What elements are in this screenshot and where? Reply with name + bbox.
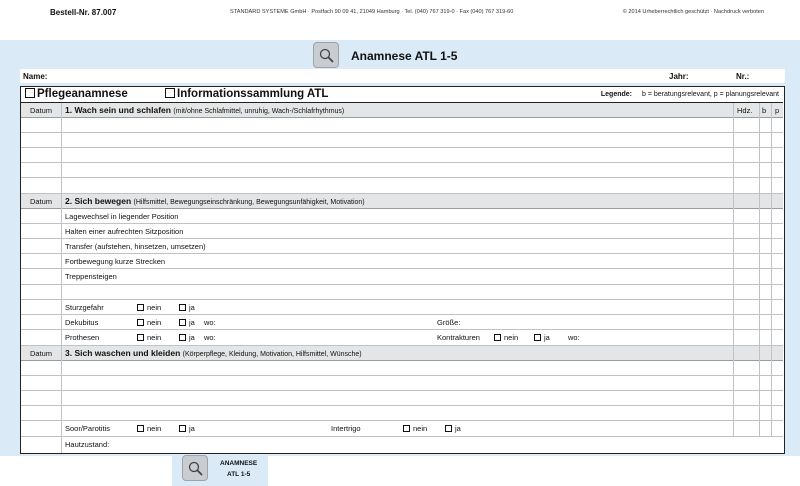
kontrakturen-ja[interactable]: ja: [534, 333, 550, 342]
section3-row[interactable]: [21, 376, 783, 391]
section1-row[interactable]: [21, 178, 783, 194]
dekubitus-ja[interactable]: ja: [179, 318, 195, 327]
soor-nein[interactable]: nein: [137, 424, 161, 433]
datum-header: Datum: [29, 106, 53, 115]
year-label: Jahr:: [669, 72, 689, 81]
legend: Legende: b = beratungsrelevant, p = planungsrelevant: [600, 91, 779, 98]
section2-row[interactable]: [21, 285, 783, 300]
name-label: Name:: [23, 72, 48, 81]
p-header: p: [775, 106, 780, 115]
hdz-divider: [733, 103, 734, 346]
pflegeanamnese-checkbox[interactable]: [25, 88, 35, 98]
p-divider: [771, 103, 772, 346]
section2-row[interactable]: Transfer (aufstehen, hinsetzen, umsetzen): [21, 239, 783, 254]
soor-ja[interactable]: ja: [179, 424, 195, 433]
intertrigo-nein[interactable]: nein: [403, 424, 427, 433]
prothesen-ja[interactable]: ja: [179, 333, 195, 342]
intertrigo-ja[interactable]: ja: [445, 424, 461, 433]
hdz-divider: [733, 346, 734, 437]
tab-label-line1: ANAMNESE: [220, 460, 258, 467]
hautzustand-row[interactable]: Hautzustand:: [65, 440, 110, 449]
soor-row: Soor/Parotitis nein ja Intertrigo nein ja: [21, 421, 783, 437]
section2-row[interactable]: Halten einer aufrechten Sitzposition: [21, 224, 783, 239]
datum-divider: [61, 103, 62, 453]
name-row: [20, 69, 785, 83]
pflegeanamnese-option[interactable]: Pflegeanamnese: [25, 88, 128, 100]
magnifier-icon: [313, 42, 339, 68]
section1-row[interactable]: [21, 148, 783, 163]
section3-row[interactable]: [21, 361, 783, 376]
kontrakturen-label: Kontrakturen: [437, 333, 480, 342]
b-header: b: [762, 106, 767, 115]
tab-label-line2: ATL 1-5: [227, 471, 251, 478]
sturzgefahr-row: Sturzgefahr nein ja: [21, 300, 783, 315]
section2-row[interactable]: Fortbewegung kurze Strecken: [21, 254, 783, 269]
section1-row[interactable]: [21, 118, 783, 133]
anamnese-form: [20, 86, 785, 454]
informationssammlung-option[interactable]: Informationssammlung ATL: [165, 88, 328, 100]
section2-title: 2. Sich bewegen (Hilfsmittel, Bewegungseinschränkung, Bewegungsunfähigkeit, Motivation): [65, 196, 365, 206]
section3-title: 3. Sich waschen und kleiden (Körperpflege, Kleidung, Motivation, Hilfsmittel, Wünsche): [65, 348, 362, 358]
dekubitus-row: Dekubitus nein ja wo: Größe:: [21, 315, 783, 330]
datum-header: Datum: [29, 349, 53, 358]
copyright-notice: © 2014 Urheberrechtlich geschützt · Nachdruck verboten: [622, 9, 764, 15]
hdz-header: Hdz.: [737, 106, 753, 115]
page-header: [0, 0, 800, 40]
kontrakturen-nein[interactable]: nein: [494, 333, 518, 342]
section2-row[interactable]: Treppensteigen: [21, 269, 783, 285]
b-divider: [759, 103, 760, 346]
section3-row[interactable]: [21, 391, 783, 406]
b-divider: [759, 346, 760, 437]
section1-title: 1. Wach sein und schlafen (mit/ohne Schlafmittel, unruhig, Wach-/Schlafrhythmus): [65, 105, 345, 115]
section3-header: [21, 346, 783, 361]
order-number: Bestell-Nr. 87.007: [50, 8, 117, 17]
informationssammlung-checkbox[interactable]: [165, 88, 175, 98]
groesse-label: Größe:: [437, 318, 461, 327]
section1-row[interactable]: [21, 163, 783, 178]
section1-row[interactable]: [21, 133, 783, 148]
section2-header: [21, 194, 783, 209]
magnifier-icon: [182, 455, 208, 481]
dekubitus-nein[interactable]: nein: [137, 318, 161, 327]
form-title: Anamnese ATL 1-5: [351, 49, 458, 63]
sturzgefahr-ja[interactable]: ja: [179, 303, 195, 312]
form-type-row: [21, 87, 783, 103]
p-divider: [771, 346, 772, 437]
section2-row[interactable]: Lagewechsel in liegender Position: [21, 209, 783, 224]
bottom-tab: [172, 455, 268, 486]
section1-header: [21, 103, 783, 118]
nr-label: Nr.:: [736, 72, 750, 81]
sturzgefahr-nein[interactable]: nein: [137, 303, 161, 312]
prothesen-nein[interactable]: nein: [137, 333, 161, 342]
datum-header: Datum: [29, 197, 53, 206]
section3-row[interactable]: [21, 406, 783, 421]
prothesen-row: Prothesen nein ja wo: Kontrakturen nein ja wo:: [21, 330, 783, 346]
publisher-address: STANDARD SYSTEME GmbH · Postfach 90 09 41, 21049 Hamburg · Tel. (040) 767 319-0 · Fax (040) 767 319-60: [230, 9, 514, 15]
